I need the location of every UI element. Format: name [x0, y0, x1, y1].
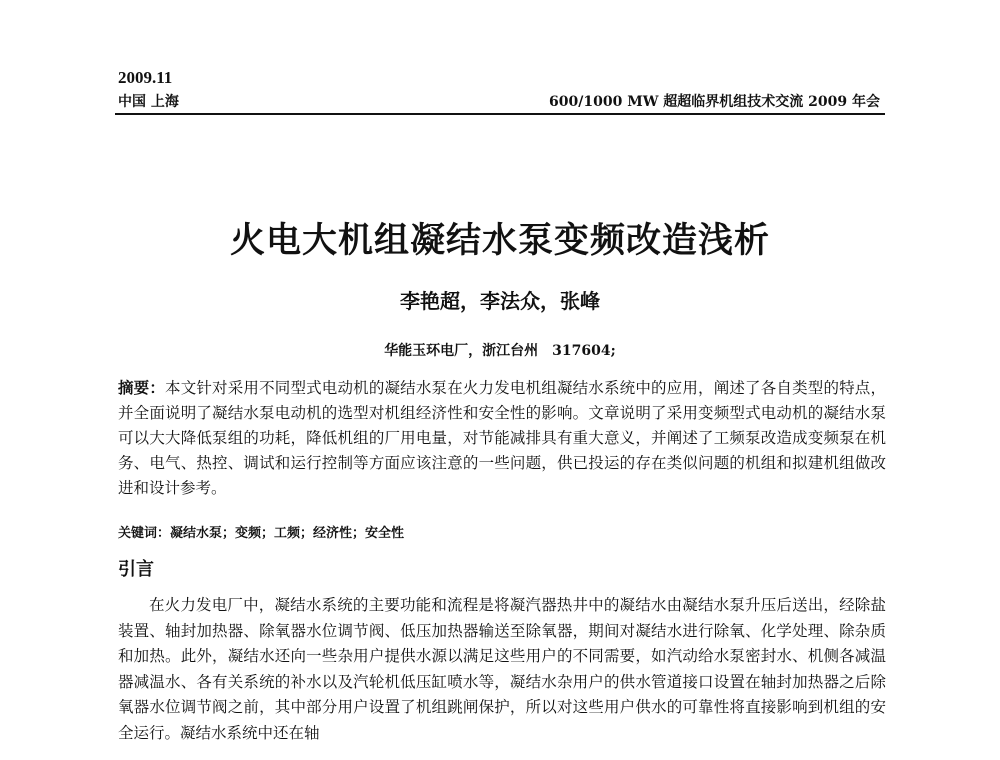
body-paragraph: 在火力发电厂中，凝结水系统的主要功能和流程是将凝汽器热井中的凝结水由凝结水泵升压后送出，经除盐装置、轴封加热器、除氧器水位调节阀、低压加热器输送至除氧器，期间对凝结水进行除氧、化学处理、除杂质和加热。此外，凝结水还向一些杂用户提供水源以满足这些用户的不同需要，如汽动给水泵密封水、机侧各减温器减温水、各有关系统的补水以及汽轮机低压缸喷水等，凝结水杂用户的供水管道接口设置在轴封加热器之后除氧器水位调节阀之前，其中部分用户设置了机组跳闸保护，所以对这些用户供水的可靠性将直接影响到机组的安全运行。凝结水系统中还在轴	[118, 596, 886, 742]
header-rule	[115, 113, 885, 115]
section-heading: 引言	[118, 559, 154, 580]
paper-authors: 李艳超，李法众，张峰	[400, 289, 600, 313]
abstract-text: 本文针对采用不同型式电动机的凝结水泵在火力发电机组凝结水系统中的应用，阐述了各自类型的特点，并全面说明了凝结水泵电动机的选型对机组经济性和安全性的影响。文章说明了采用变频型式电动机的凝结水泵可以大大降低泵组的功耗，降低机组的厂用电量，对节能减排具有重大意义，并阐述了工频泵改造成变频泵在机务、电气、热控、调试和运行控制等方面应该注意的一些问题，供已投运的存在类似问题的机组和拟建机组做改进和设计参考。	[118, 379, 886, 497]
keywords: 关键词：凝结水泵；变频；工频；经济性；安全性	[118, 526, 405, 541]
abstract-label: 摘要：	[118, 379, 166, 397]
abstract	[118, 376, 886, 501]
header-location: 中国 上海	[118, 94, 179, 110]
paper-title: 火电大机组凝结水泵变频改造浅析	[229, 221, 770, 261]
paper-affiliation: 华能玉环电厂，浙江台州 317604;	[384, 343, 616, 359]
header-conference: 600/1000 MW 超超临界机组技术交流 2009 年会	[549, 94, 880, 110]
header-date: 2009.11	[118, 68, 173, 87]
